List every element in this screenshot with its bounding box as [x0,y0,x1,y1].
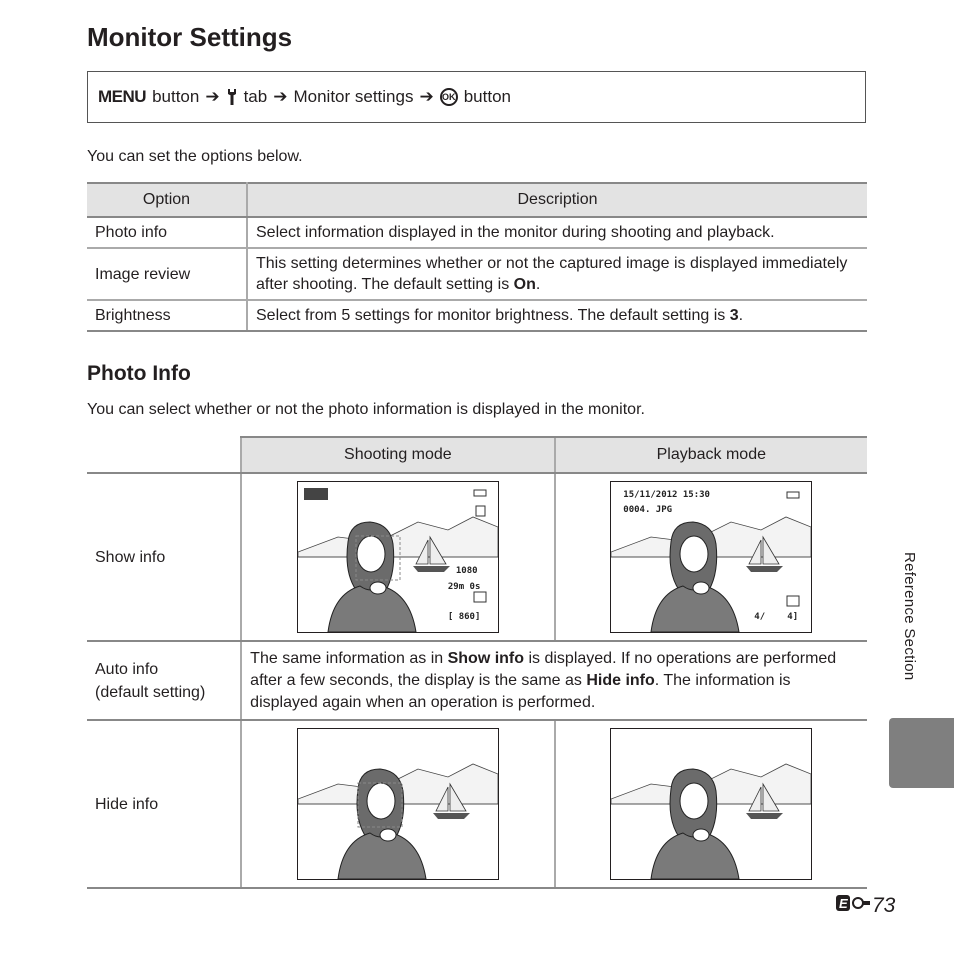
options-table [87,182,867,332]
table-row [87,217,867,248]
column-header: Description [247,183,867,217]
row-label: Auto info (default setting) [87,641,241,720]
menu-icon: MENU [98,87,147,106]
movie-size-label: 1080 [455,566,478,576]
playback-hide-image [555,720,867,888]
file-name-label: 0004. JPG [623,505,673,515]
table-header-row [87,437,867,473]
option-name: Photo info [87,217,247,248]
arrow-right-icon: ➔ [273,87,288,106]
shooting-hide-image [241,720,554,888]
playback-show-image [555,473,867,641]
column-header: Playback mode [555,437,867,473]
arrow-right-icon: ➔ [205,87,220,106]
option-name: Image review [87,248,247,300]
option-description: Select information displayed in the monitor during shooting and playback. [247,217,867,248]
ok-button-icon: OK [440,88,458,106]
menu-path-text-3: Monitor settings [293,87,414,106]
page-number [836,893,895,919]
section-side-tab [889,718,954,788]
shooting-show-image [241,473,554,641]
column-header: Shooting mode [241,437,554,473]
table-row [87,641,867,720]
table-row [87,248,867,300]
table-row [87,300,867,331]
svg-text:E: E [839,896,848,911]
row-label: Show info [87,473,241,641]
option-description: Select from 5 settings for monitor brightness. The default setting is 3. [247,300,867,331]
intro-text: You can set the options below. [87,148,303,165]
arrow-right-icon: ➔ [419,87,434,106]
row-label: Hide info [87,720,241,888]
menu-path-text-2: tab [243,87,268,106]
scene-illustration [298,482,498,632]
table-row [87,473,867,641]
table-header-row [87,183,867,217]
scene-illustration [611,729,811,879]
total-frames-label: 4] [787,612,799,622]
column-header: Option [87,183,247,217]
remaining-time-label: 29m 0s [447,582,481,592]
date-time-label: 15/11/2012 15:30 [623,490,710,500]
wrench-icon [226,88,238,106]
blank-header [87,437,241,473]
auto-info-description: The same information as in Show info is displayed. If no operations are performed after a few seconds, the display is the same as Hide info. The information is displayed again when an operation is performed. [241,641,867,720]
menu-path-text-1: button [152,87,200,106]
scene-illustration [298,729,498,879]
section-heading: Photo Info [87,362,191,385]
table-row [87,720,867,888]
option-name: Brightness [87,300,247,331]
exposures-remaining-label: [ 860] [447,612,481,622]
section-side-label: Reference Section [901,552,918,681]
reference-e-icon [836,893,870,919]
page-title: Monitor Settings [87,22,293,52]
menu-path-box [87,71,866,123]
section-intro: You can select whether or not the photo information is displayed in the monitor. [87,401,645,418]
page-number-text: 73 [872,894,896,917]
option-description: This setting determines whether or not the captured image is displayed immediately after shooting. The default setting is On. [247,248,867,300]
photo-info-table [87,436,867,889]
frame-number-label: 4/ [754,612,766,622]
menu-path-text-4: button [463,87,511,106]
